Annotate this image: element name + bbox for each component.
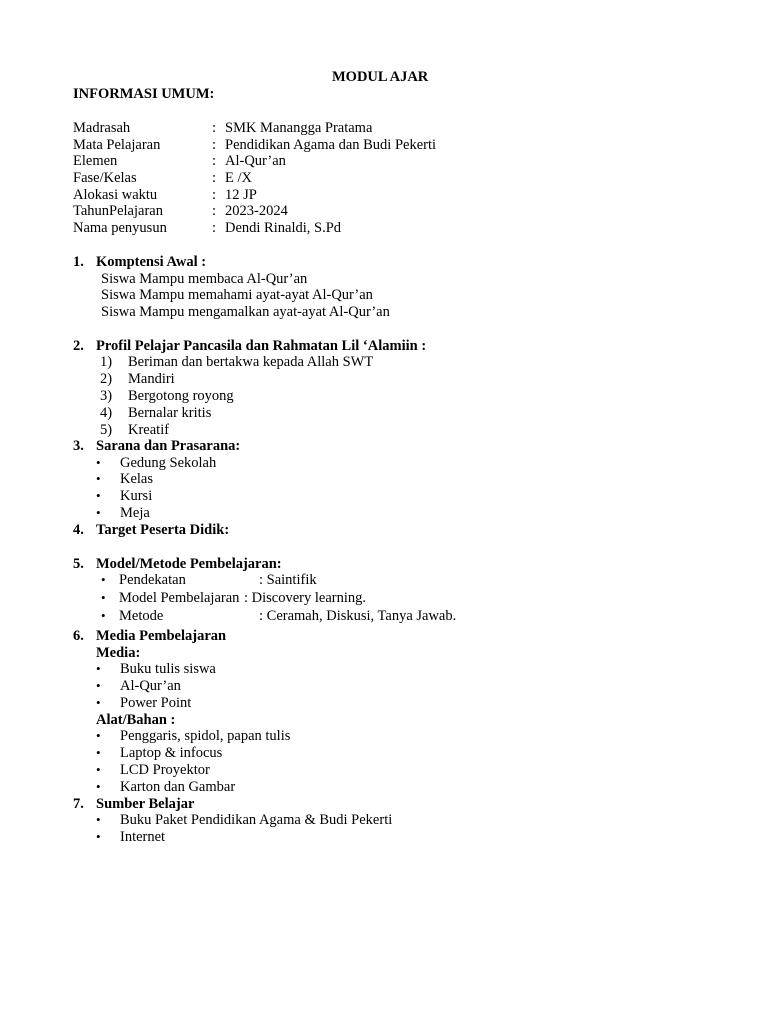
list-item: Beriman dan bertakwa kepada Allah SWT bbox=[128, 354, 374, 370]
method-label: Model Pembelajaran bbox=[119, 590, 240, 606]
list-item: Gedung Sekolah bbox=[120, 455, 217, 471]
sub-heading: Alat/Bahan : bbox=[96, 712, 176, 728]
list-number: 2) bbox=[100, 371, 113, 387]
list-item: Meja bbox=[120, 505, 150, 521]
info-label: Fase/Kelas bbox=[73, 170, 137, 186]
info-colon: : bbox=[212, 170, 217, 186]
section-title: Target Peserta Didik: bbox=[96, 522, 230, 538]
list-item: Internet bbox=[120, 829, 166, 845]
list-item: Siswa Mampu membaca Al-Qur’an bbox=[101, 271, 308, 287]
method-label: Metode bbox=[119, 608, 164, 624]
list-item: Siswa Mampu mengamalkan ayat-ayat Al-Qur’an bbox=[101, 304, 390, 320]
bullet-icon: • bbox=[101, 572, 106, 587]
list-item: Buku tulis siswa bbox=[120, 661, 216, 677]
list-item: Penggaris, spidol, papan tulis bbox=[120, 728, 291, 744]
info-value: Al-Qur’an bbox=[225, 153, 286, 169]
bullet-icon: • bbox=[96, 695, 101, 710]
method-value: : Saintifik bbox=[259, 572, 317, 588]
list-item: Kelas bbox=[120, 471, 154, 487]
info-value: 12 JP bbox=[225, 187, 257, 203]
document-title: MODUL AJAR bbox=[332, 69, 429, 85]
section-number: 4. bbox=[73, 522, 84, 538]
bullet-icon: • bbox=[96, 762, 101, 777]
list-item: Kursi bbox=[120, 488, 153, 504]
list-item: Buku Paket Pendidikan Agama & Budi Pekerti bbox=[120, 812, 393, 828]
bullet-icon: • bbox=[96, 779, 101, 794]
list-item: Laptop & infocus bbox=[120, 745, 223, 761]
section-number: 6. bbox=[73, 628, 84, 644]
list-number: 4) bbox=[100, 405, 113, 421]
list-item: Al-Qur’an bbox=[120, 678, 181, 694]
section-title: Sarana dan Prasarana: bbox=[96, 438, 241, 454]
section-number: 5. bbox=[73, 556, 84, 572]
list-item: Karton dan Gambar bbox=[120, 779, 236, 795]
bullet-icon: • bbox=[101, 590, 106, 605]
bullet-icon: • bbox=[96, 812, 101, 827]
info-value: 2023-2024 bbox=[225, 203, 288, 219]
info-value: E /X bbox=[225, 170, 252, 186]
info-label: Elemen bbox=[73, 153, 118, 169]
section-title: Sumber Belajar bbox=[96, 796, 195, 812]
bullet-icon: • bbox=[96, 488, 101, 503]
bullet-icon: • bbox=[96, 455, 101, 470]
info-colon: : bbox=[212, 220, 217, 236]
bullet-icon: • bbox=[96, 661, 101, 676]
section-title: Profil Pelajar Pancasila dan Rahmatan Lil ‘Alamiin : bbox=[96, 338, 427, 354]
section-number: 3. bbox=[73, 438, 84, 454]
info-label: Nama penyusun bbox=[73, 220, 167, 236]
info-value: Pendidikan Agama dan Budi Pekerti bbox=[225, 137, 437, 153]
sub-heading: Media: bbox=[96, 645, 141, 661]
section-number: 1. bbox=[73, 254, 84, 270]
method-value: : Ceramah, Diskusi, Tanya Jawab. bbox=[259, 608, 457, 624]
bullet-icon: • bbox=[96, 829, 101, 844]
info-heading: INFORMASI UMUM: bbox=[73, 86, 215, 102]
info-colon: : bbox=[212, 137, 217, 153]
info-colon: : bbox=[212, 187, 217, 203]
info-label: TahunPelajaran bbox=[73, 203, 163, 219]
section-title: Media Pembelajaran bbox=[96, 628, 227, 644]
list-item: Bergotong royong bbox=[128, 388, 234, 404]
list-item: Power Point bbox=[120, 695, 192, 711]
method-label: Pendekatan bbox=[119, 572, 186, 588]
info-colon: : bbox=[212, 153, 217, 169]
bullet-icon: • bbox=[96, 471, 101, 486]
bullet-icon: • bbox=[96, 505, 101, 520]
section-number: 7. bbox=[73, 796, 84, 812]
section-title: Model/Metode Pembelajaran: bbox=[96, 556, 282, 572]
list-number: 5) bbox=[100, 422, 113, 438]
info-value: Dendi Rinaldi, S.Pd bbox=[225, 220, 342, 236]
info-label: Mata Pelajaran bbox=[73, 137, 161, 153]
section-number: 2. bbox=[73, 338, 84, 354]
list-number: 3) bbox=[100, 388, 113, 404]
bullet-icon: • bbox=[96, 728, 101, 743]
list-number: 1) bbox=[100, 354, 113, 370]
list-item: Kreatif bbox=[128, 422, 170, 438]
list-item: Mandiri bbox=[128, 371, 175, 387]
info-label: Madrasah bbox=[73, 120, 131, 136]
method-value: : Discovery learning. bbox=[244, 590, 367, 606]
bullet-icon: • bbox=[96, 745, 101, 760]
info-colon: : bbox=[212, 120, 217, 136]
bullet-icon: • bbox=[96, 678, 101, 693]
bullet-icon: • bbox=[101, 608, 106, 623]
info-label: Alokasi waktu bbox=[73, 187, 158, 203]
list-item: Bernalar kritis bbox=[128, 405, 212, 421]
info-value: SMK Manangga Pratama bbox=[225, 120, 373, 136]
list-item: LCD Proyektor bbox=[120, 762, 210, 778]
section-title: Komptensi Awal : bbox=[96, 254, 207, 270]
list-item: Siswa Mampu memahami ayat-ayat Al-Qur’an bbox=[101, 287, 373, 303]
info-colon: : bbox=[212, 203, 217, 219]
